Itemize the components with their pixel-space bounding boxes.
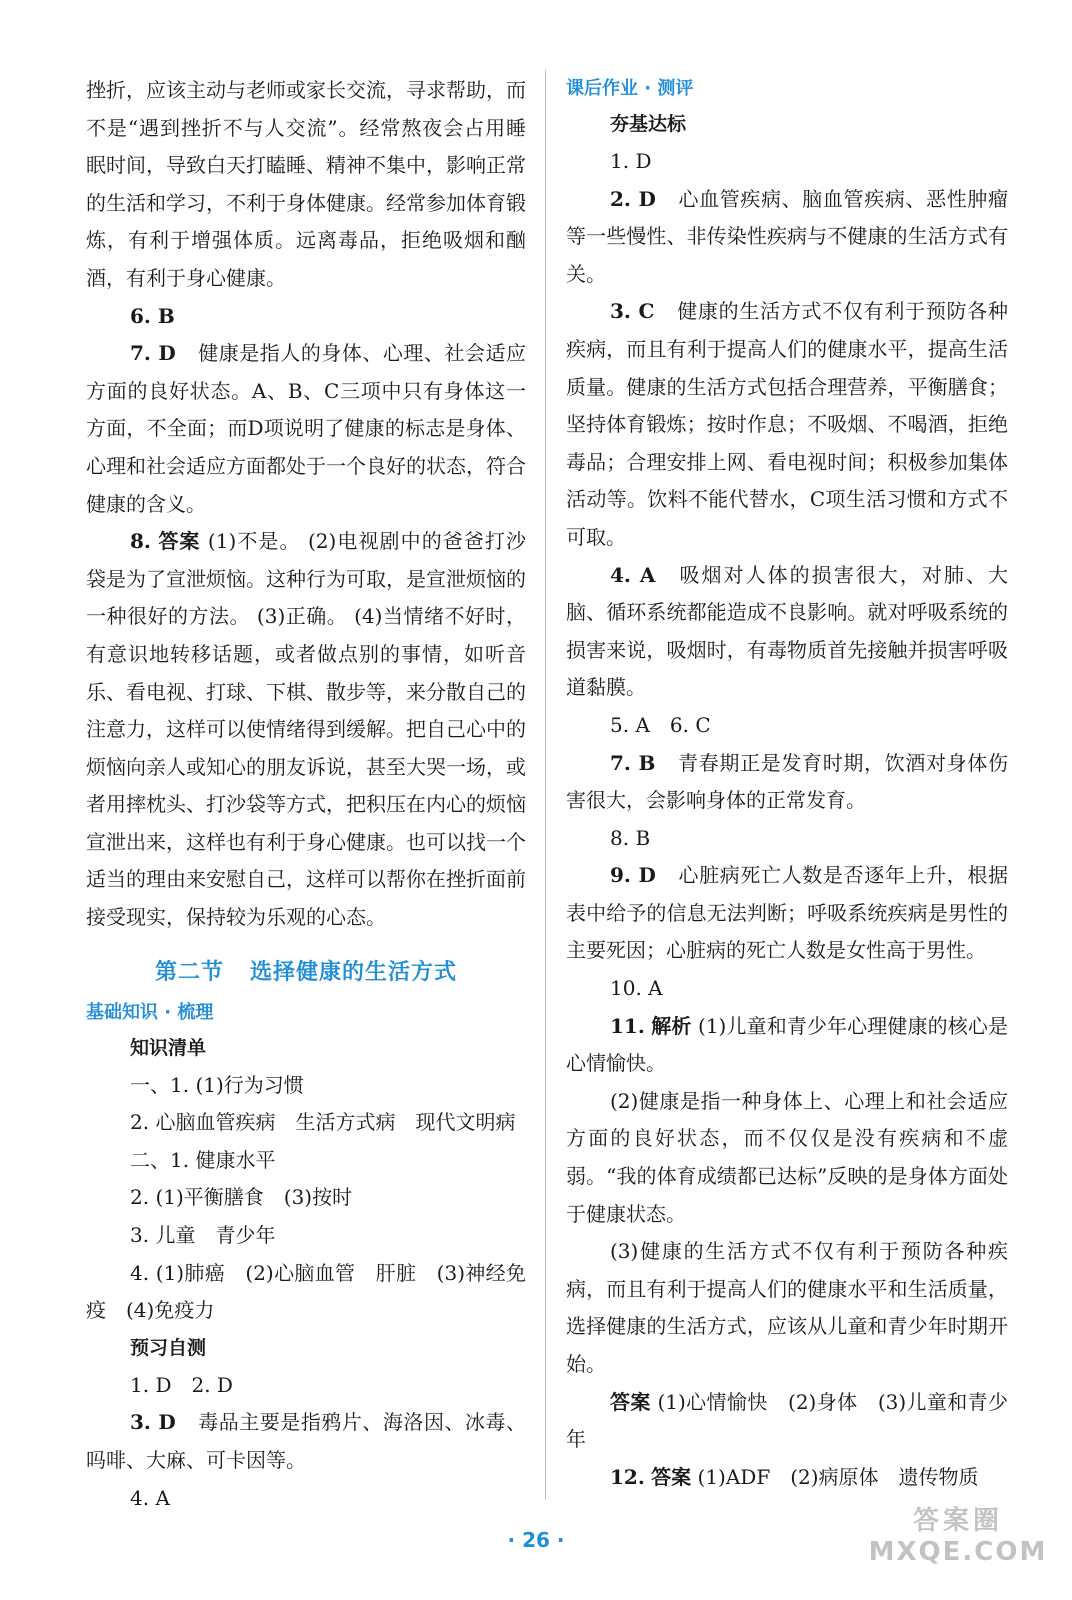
paragraph-continuation: 挫折，应该主动与老师或家长交流，寻求帮助，而不是“遇到挫折不与人交流”。经常熬夜会占用睡眠时间，导致白天打瞌睡、精神不集中，影响正常的生活和学习，不利于身体健康。经常参加体育锻炼，有利于增强体质。远离毒品，拒绝吸烟和酗酒，有利于身心健康。	[86, 78, 526, 290]
preview-answer-3	[86, 1404, 526, 1479]
answer-r1: 1. D	[610, 149, 652, 173]
answer-r3-number: 3. C	[610, 299, 655, 324]
knowledge-item: 2. (1)平衡膳食 (3)按时	[130, 1185, 353, 1210]
answer-r9-number: 9. D	[610, 863, 656, 888]
knowledge-item: 一、1. (1)行为习惯	[130, 1072, 304, 1097]
answer-7	[86, 335, 526, 523]
answer-6	[86, 298, 526, 336]
answer-r9-text: 心脏病死亡人数是否逐年上升，根据表中给予的信息无法判断；呼吸系统疾病是男性的主要死因；心脏病的死亡人数是女性高于男性。	[566, 863, 1009, 963]
answer-r8: 8. B	[610, 825, 651, 850]
answer-r7-text: 青春期正是发育时期，饮酒对身体伤害很大，会影响身体的正常发育。	[566, 750, 1009, 813]
knowledge-item: 3. 儿童 青少年	[130, 1223, 276, 1248]
answer-r5: 5. A 6. C	[610, 712, 711, 737]
answer-6-text: 6. B	[130, 303, 175, 328]
answer-r12-text: (1)ADF (2)病原体 遗传物质	[697, 1464, 979, 1489]
homework-heading: 课后作业 · 测评	[566, 78, 694, 99]
column-divider	[545, 70, 546, 1500]
answer-r12-tag: 答案	[651, 1464, 692, 1489]
knowledge-item: 4. (1)肺癌 (2)心脑血管 肝脏 (3)神经免疫 (4)免疫力	[86, 1260, 526, 1323]
answer-8-text: (1)不是。 (2)电视剧中的爸爸打沙袋是为了宣泄烦恼。这种行为可取，是宣泄烦恼的一种很好的方法。 (3)正确。 (4)当情绪不好时，有意识地转移话题，或者做点别的事情，如听音乐、看电视、打球、下棋、散步等，来分散自己的注意力，这样可以使情绪得到缓解。把自己心中的烦恼向亲人或知心的朋友诉说，甚至大哭一场，或者用摔枕头、打沙袋等方式，把积压在内心的烦恼宣泄出来，这样也有利于身心健康。也可以找一个适当的理由来安慰自己，这样可以帮你在挫折面前接受现实，保持较为乐观的心态。	[86, 529, 526, 930]
answer-r7-number: 7. B	[610, 750, 656, 775]
answer-r4-number: 4. A	[610, 562, 656, 587]
answer-r11-part3: (3)健康的生活方式不仅有利于预防各种疾病，而且有利于提高人们的健康水平和生活质量，选择健康的生活方式，应该从儿童和青少年时期开始。	[566, 1239, 1008, 1376]
answer-r11-part2: (2)健康是指一种身体上、心理上和社会适应方面的良好状态，而不仅仅是没有疾病和不虚弱。“我的体育成绩都已达标”反映的是身体方面处于健康状态。	[566, 1088, 1008, 1226]
knowledge-item: 二、1. 健康水平	[130, 1147, 276, 1172]
answer-r2-text: 心血管疾病、脑血管疾病、恶性肿瘤等一些慢性、非传染性疾病与不健康的生活方式有关。	[566, 186, 1009, 286]
answer-r11-tag: 解析	[651, 1013, 692, 1038]
section-title	[86, 955, 526, 986]
answer-7-text: 健康是指人的身体、心理、社会适应方面的良好状态。A、B、C三项中只有身体这一方面，不全面；而D项说明了健康的标志是身体、心理和社会适应方面都处于一个良好的状态，符合健康的含义。	[86, 341, 527, 516]
watermark-top: 答案圈	[912, 1506, 1003, 1536]
basic-knowledge-heading: 基础知识 · 梳理	[86, 1001, 214, 1023]
answer-r10: 10. A	[610, 976, 663, 1001]
answer-8	[86, 523, 526, 937]
site-watermark	[868, 1500, 1048, 1590]
preview-test-heading: 预习自测	[130, 1336, 207, 1359]
answer-7-number: 7. D	[130, 341, 176, 366]
watermark-bottom: MXQE.COM	[868, 1537, 1048, 1567]
answer-r12	[566, 1459, 1008, 1497]
answer-r11	[566, 1008, 1008, 1083]
answer-r3-text: 健康的生活方式不仅有利于预防各种疾病，而且有利于提高人们的健康水平，提高生活质量。健康的生活方式包括合理营养，平衡膳食；坚持体育锻炼；按时作息；不吸烟、不喝酒，拒绝毒品；合理安排上网、看电视时间；积极参加集体活动等。饮料不能代替水，C项生活习惯和方式不可取。	[566, 299, 1008, 549]
answer-r11-final	[566, 1384, 1008, 1459]
answer-r11-final-tag: 答案	[610, 1389, 651, 1414]
answer-r7	[566, 745, 1008, 820]
preview-answer-3-text: 毒品主要是指鸦片、海洛因、冰毒、吗啡、大麻、可卡因等。	[86, 1410, 527, 1472]
answer-r3	[566, 293, 1008, 556]
page-number: · 26 ·	[507, 1528, 565, 1552]
answer-8-tag: 答案	[158, 529, 201, 554]
section-name: 选择健康的生活方式	[250, 959, 458, 985]
section-number: 第二节	[154, 959, 224, 985]
answer-8-number: 8.	[130, 529, 151, 554]
knowledge-list-heading: 知识清单	[130, 1036, 207, 1059]
answer-r12-number: 12.	[610, 1464, 645, 1489]
knowledge-item: 2. 心脑血管疾病 生活方式病 现代文明病	[130, 1110, 516, 1135]
left-column	[86, 72, 526, 1517]
foundation-heading: 夯基达标	[610, 113, 687, 135]
answer-r4-text: 吸烟对人体的损害很大，对肺、大脑、循环系统都能造成不良影响。就对呼吸系统的损害来说，吸烟时，有毒物质首先接触并损害呼吸道黏膜。	[566, 562, 1009, 700]
answer-r2-number: 2. D	[610, 186, 656, 211]
answer-r2	[566, 181, 1008, 294]
answer-r11-text: (1)儿童和青少年心理健康的核心是心情愉快。	[566, 1013, 1009, 1076]
preview-answer: 1. D 2. D	[130, 1372, 233, 1397]
answer-r11-number: 11.	[610, 1013, 645, 1038]
preview-answer: 4. A	[130, 1485, 170, 1510]
preview-answer-3-number: 3. D	[130, 1410, 176, 1435]
right-column	[566, 72, 1008, 1496]
answer-r9	[566, 857, 1008, 970]
answer-r11-final-text: (1)心情愉快 (2)身体 (3)儿童和青少年	[566, 1389, 1009, 1452]
answer-r4	[566, 557, 1008, 707]
